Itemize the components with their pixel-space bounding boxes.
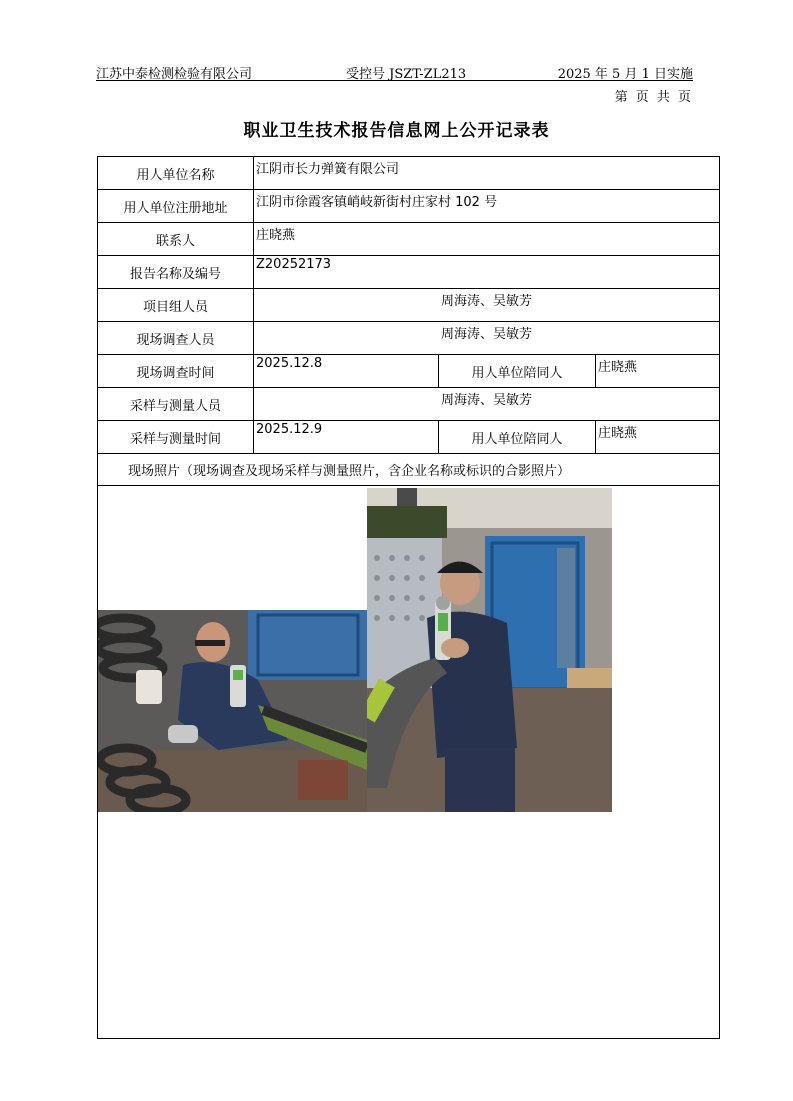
record-table [97, 156, 720, 1039]
label-sampling-staff: 采样与测量人员 [98, 388, 254, 421]
label-survey-time: 现场调查时间 [98, 355, 254, 388]
label-project-team: 项目组人员 [98, 289, 254, 322]
value-unit-name: 江阴市长力弹簧有限公司 [254, 157, 720, 190]
header-control-number: 受控号 JSZT-ZL213 [346, 67, 467, 82]
label-unit-address: 用人单位注册地址 [98, 190, 254, 223]
row-sampling-staff [98, 388, 720, 421]
photos-heading: 现场照片（现场调查及现场采样与测量照片，含企业名称或标识的合影照片） [98, 454, 720, 486]
row-project-team [98, 289, 720, 322]
header-effective-date: 2025 年 5 月 1 日实施 [557, 67, 693, 82]
row-contact [98, 223, 720, 256]
value-sampling-time: 2025.12.9 [254, 421, 439, 454]
row-sampling-time [98, 421, 720, 454]
value-sampling-staff: 周海涛、吴敏芳 [254, 388, 720, 421]
label-unit-name: 用人单位名称 [98, 157, 254, 190]
header-company: 江苏中泰检测检验有限公司 [96, 67, 253, 82]
label-report: 报告名称及编号 [98, 256, 254, 289]
page-number-info: 第 页 共 页 [614, 90, 693, 105]
label-survey-staff: 现场调查人员 [98, 322, 254, 355]
value-sampling-accompany: 庄晓燕 [596, 421, 720, 454]
row-unit-name [98, 157, 720, 190]
row-survey-staff [98, 322, 720, 355]
site-photo-survey [98, 610, 367, 812]
value-report: Z20252173 [254, 256, 720, 289]
row-unit-address [98, 190, 720, 223]
value-survey-staff: 周海涛、吴敏芳 [254, 322, 720, 355]
value-project-team: 周海涛、吴敏芳 [254, 289, 720, 322]
document-title: 职业卫生技术报告信息网上公开记录表 [243, 121, 550, 141]
value-survey-time: 2025.12.8 [254, 355, 439, 388]
value-unit-address: 江阴市徐霞客镇峭岐新街村庄家村 102 号 [254, 190, 720, 223]
value-contact: 庄晓燕 [254, 223, 720, 256]
label-sampling-accompany: 用人单位陪同人 [439, 421, 596, 454]
row-photos-heading [98, 454, 720, 486]
row-report [98, 256, 720, 289]
label-contact: 联系人 [98, 223, 254, 256]
row-survey-time [98, 355, 720, 388]
photo-area [98, 486, 720, 1039]
label-survey-accompany: 用人单位陪同人 [439, 355, 596, 388]
value-survey-accompany: 庄晓燕 [596, 355, 720, 388]
site-photo-sampling [367, 488, 612, 812]
label-sampling-time: 采样与测量时间 [98, 421, 254, 454]
page-header [96, 62, 693, 81]
row-photos [98, 486, 720, 1039]
